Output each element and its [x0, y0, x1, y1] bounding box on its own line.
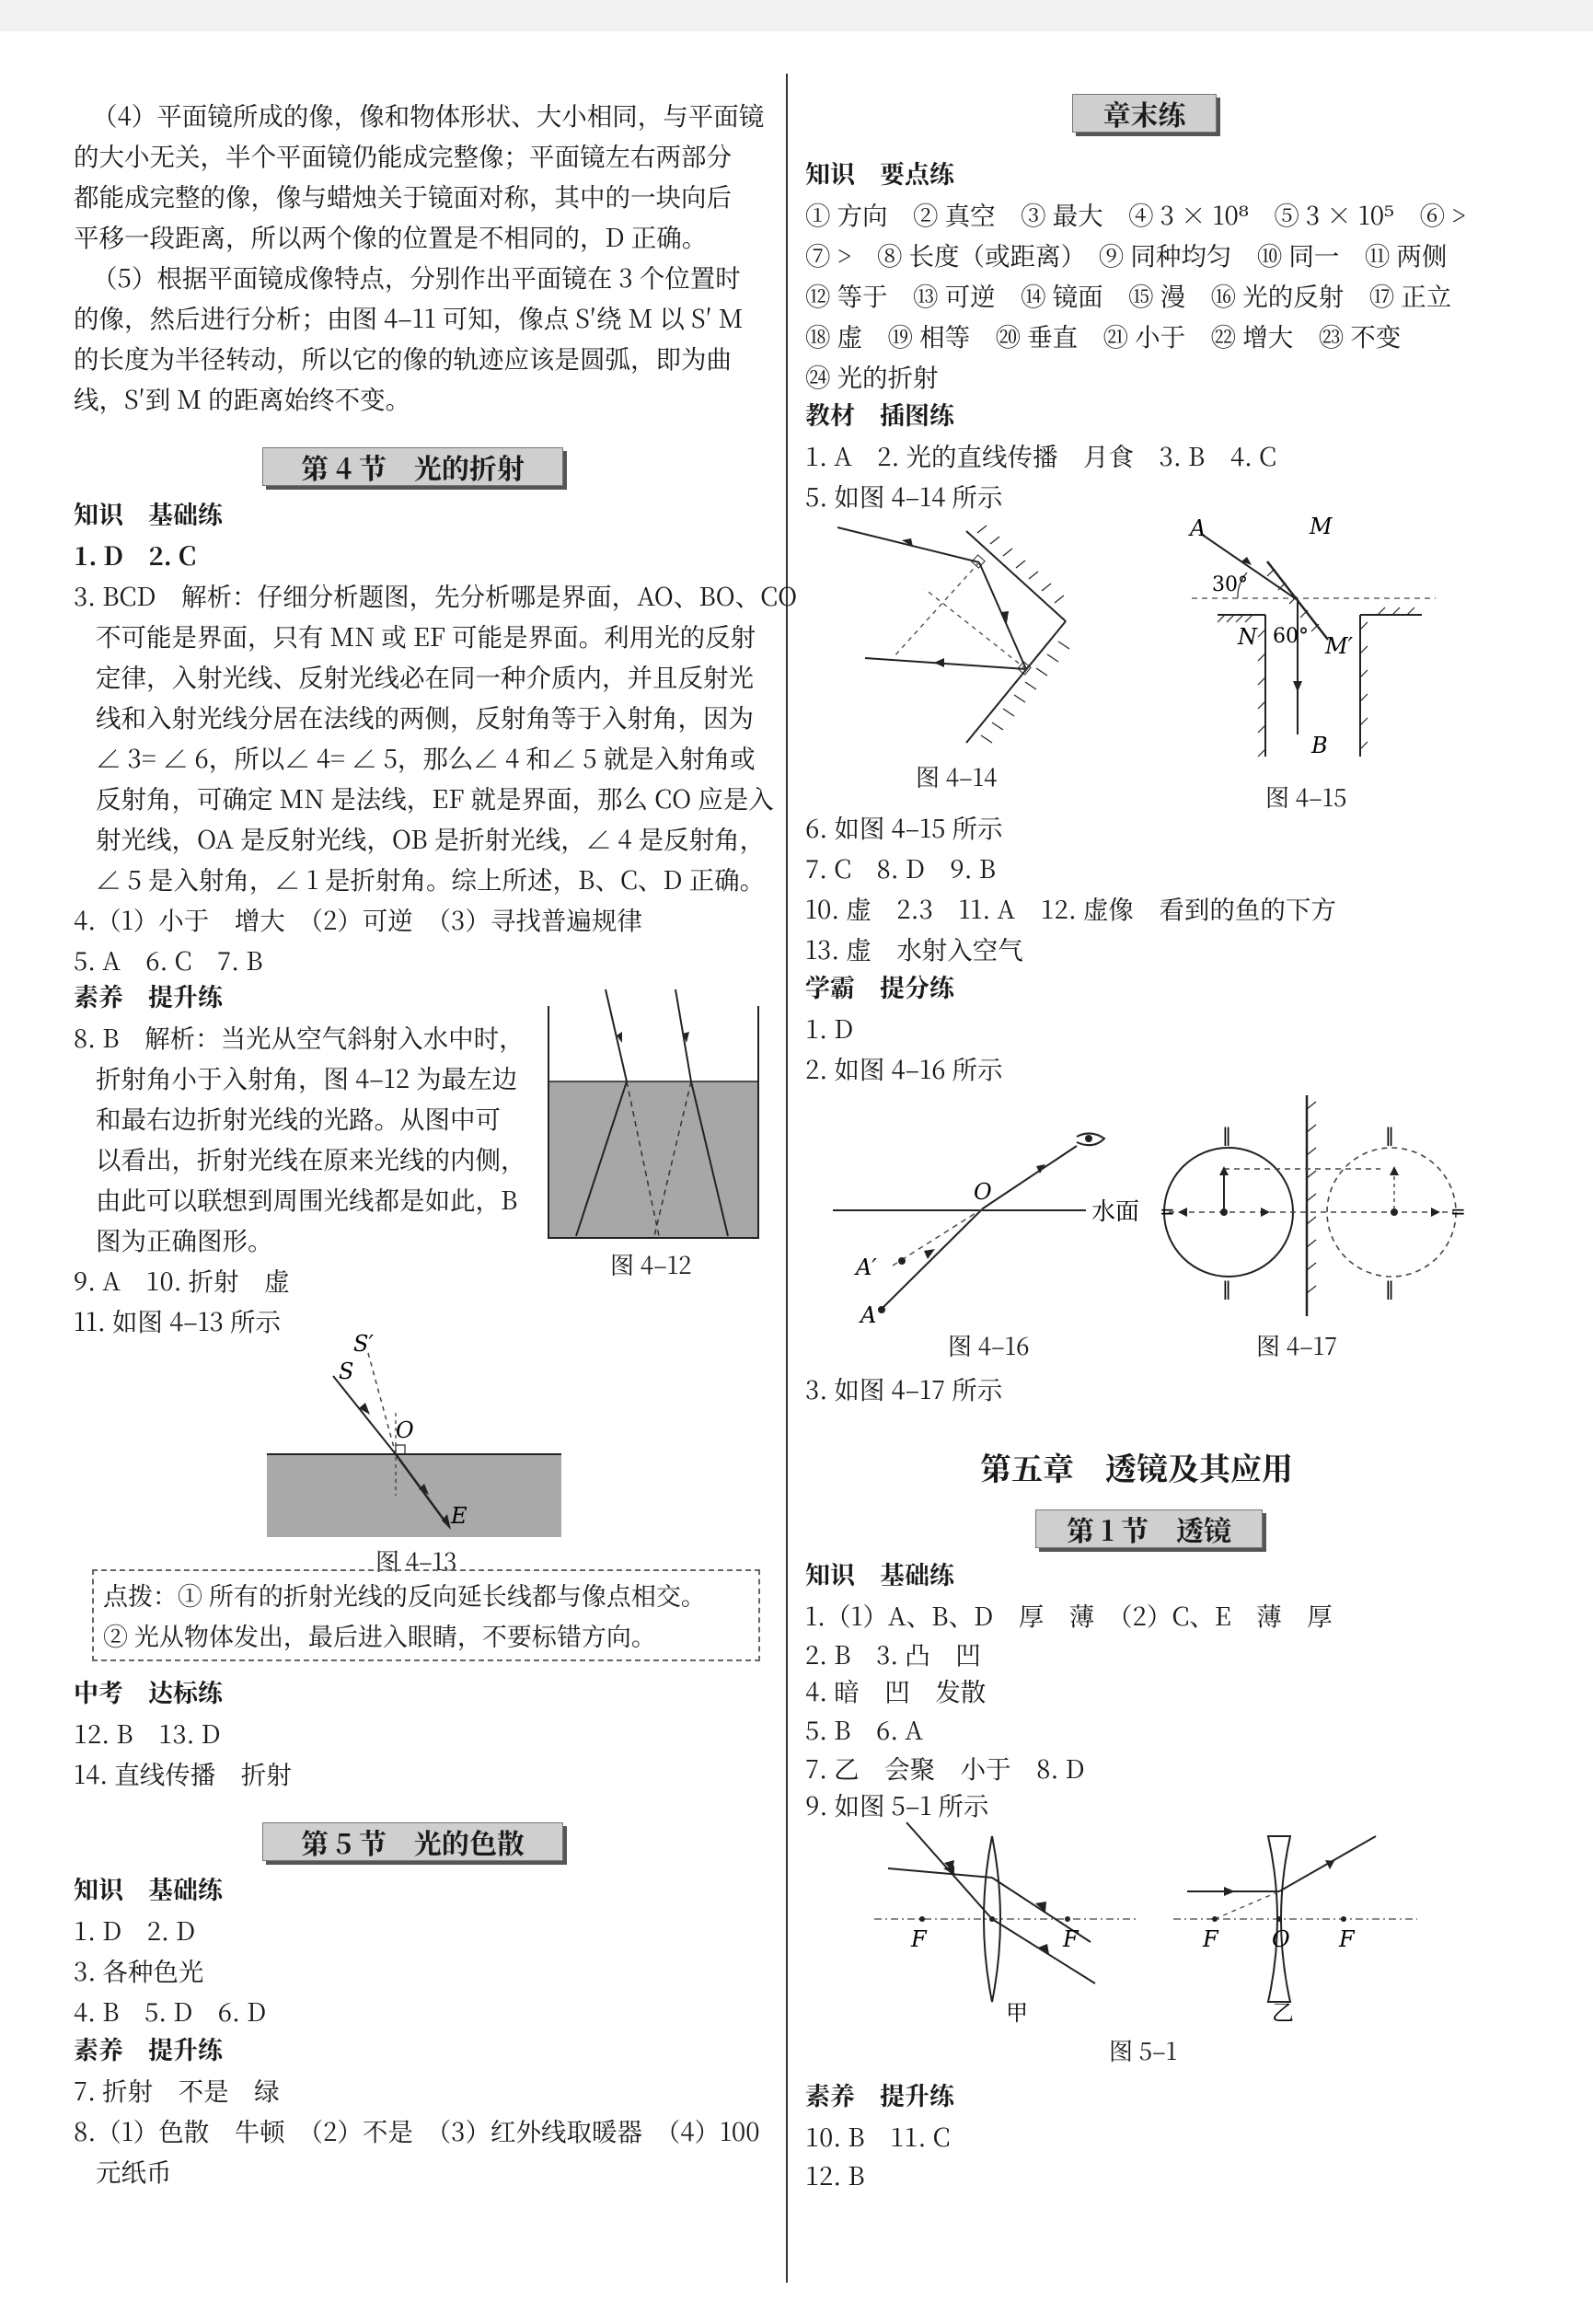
text-line: 平移一段距离，所以两个像的位置是不相同的，D 正确。	[74, 217, 708, 254]
label-m-prime: M′	[1325, 633, 1354, 659]
answer-line: 8.（1）色散 牛顿 （2）不是 （3）红外线取暖器 （4）100	[74, 2111, 760, 2148]
section-title-5: 第 5 节 光的色散	[262, 1822, 563, 1861]
figure-4-17	[1150, 1091, 1468, 1321]
answer-line: 9. 如图 5–1 所示	[805, 1786, 989, 1822]
figure-caption: 图 4–15	[1265, 780, 1347, 814]
answer-line: 13. 虚 水射入空气	[805, 930, 1023, 966]
section-title-4: 第 4 节 光的折射	[262, 447, 563, 486]
answer-line: 7. C 8. D 9. B	[805, 849, 997, 885]
figure-4-12	[548, 989, 760, 1247]
figure-5-1	[874, 1799, 1426, 2034]
answer-line: 4.（1）小于 增大 （2）可逆 （3）寻找普遍规律	[74, 900, 642, 937]
heading-jiaocai: 教材 插图练	[805, 396, 954, 432]
label-f: F	[911, 1926, 927, 1952]
figure-4-13	[267, 1325, 571, 1546]
svg-text:‖: ‖	[1222, 1124, 1231, 1146]
chapter-title: 第五章 透镜及其应用	[980, 1444, 1293, 1489]
answer-line: 1. D	[805, 1009, 854, 1046]
chapter-end-title: 章末练	[1072, 94, 1217, 133]
answer-line: 3. 如图 4–17 所示	[805, 1370, 1003, 1406]
figure-4-14	[828, 520, 1095, 764]
top-shadow-bar	[0, 0, 1593, 31]
label-yi: 乙	[1272, 1994, 1294, 2027]
answer-line: 线和入射光线分居在法线的两侧，反射角等于入射角，因为	[96, 698, 754, 734]
heading-jichu: 知识 基础练	[74, 1870, 223, 1906]
answer-line: ∠ 3= ∠ 6，所以∠ 4= ∠ 5，那么∠ 4 和∠ 5 就是入射角或	[96, 738, 756, 775]
svg-text:=: =	[1160, 1200, 1175, 1222]
answer-line: ⑱ 虚 ⑲ 相等 ⑳ 垂直 ㉑ 小于 ㉒ 增大 ㉓ 不变	[805, 317, 1402, 353]
label-angle-60: 60°	[1273, 625, 1309, 648]
text-line: （5）根据平面镜成像特点，分别作出平面镜在 3 个位置时	[92, 258, 741, 295]
label-f: F	[1203, 1926, 1218, 1952]
figure-4-15	[1173, 515, 1449, 773]
answer-line: 折射角小于入射角，图 4–12 为最左边	[96, 1058, 518, 1095]
label-n: N	[1238, 624, 1257, 650]
text-line: 都能成完整的像，像与蜡烛关于镜面对称，其中的一块向后	[74, 177, 732, 214]
svg-text:‖: ‖	[1222, 1278, 1231, 1300]
answer-line: 7. 折射 不是 绿	[74, 2071, 280, 2108]
answer-line: 4. 暗 凹 发散	[805, 1671, 987, 1708]
figure-caption: 图 4–16	[948, 1328, 1030, 1362]
heading-zhongkao: 中考 达标练	[74, 1673, 223, 1709]
heading-suyang: 素养 提升练	[74, 2030, 223, 2066]
heading-jichu: 知识 基础练	[74, 495, 223, 531]
text-line: （4）平面镜所成的像，像和物体形状、大小相同，与平面镜	[92, 96, 765, 133]
label-water-surface: 水面	[1091, 1193, 1140, 1227]
figure-caption: 图 5–1	[1109, 2033, 1178, 2067]
answer-line: 定律，入射光线、反射光线必在同一种介质内，并且反射光	[96, 657, 754, 694]
svg-text:=: =	[1450, 1200, 1466, 1222]
answer-line: 11. 如图 4–13 所示	[74, 1301, 282, 1338]
answer-line: 8. B 解析：当光从空气斜射入水中时，	[74, 1018, 525, 1055]
label-b: B	[1311, 733, 1328, 758]
answer-line: 6. 如图 4–15 所示	[805, 808, 1003, 845]
label-jia: 甲	[1006, 1994, 1028, 2027]
tip-line: ② 光从物体发出，最后进入眼睛，不要标错方向。	[103, 1617, 656, 1653]
answer-line: 1. D 2. D	[74, 1911, 196, 1948]
label-s-prime: S′	[353, 1331, 374, 1357]
answer-line: 2. B 3. 凸 凹	[805, 1635, 981, 1671]
label-a: A	[1190, 515, 1206, 541]
label-o: O	[396, 1417, 414, 1443]
label-f: F	[1339, 1926, 1355, 1952]
answer-line: ⑫ 等于 ⑬ 可逆 ⑭ 镜面 ⑮ 漫 ⑯ 光的反射 ⑰ 正立	[805, 276, 1452, 313]
answer-line: 10. 虚 2.3 11. A 12. 虚像 看到的鱼的下方	[805, 889, 1336, 926]
label-f: F	[1063, 1926, 1079, 1952]
figure-caption: 图 4–14	[916, 759, 998, 793]
answer-line: 2. 如图 4–16 所示	[805, 1049, 1003, 1086]
answer-line: 射光线，OA 是反射光线，OB 是折射光线，∠ 4 是反射角，	[96, 819, 766, 856]
heading-suyang: 素养 提升练	[805, 2076, 954, 2112]
answer-line: 9. A 10. 折射 虚	[74, 1261, 290, 1298]
answer-line: 5. B 6. A	[805, 1710, 923, 1747]
label-e: E	[451, 1503, 468, 1529]
svg-text:‖: ‖	[1385, 1124, 1394, 1146]
answer-line: 7. 乙 会聚 小于 8. D	[805, 1749, 1085, 1786]
answer-line: 1. A 2. 光的直线传播 月食 3. B 4. C	[805, 436, 1276, 473]
answer-line: 5. 如图 4–14 所示	[805, 477, 1003, 514]
label-o: O	[974, 1179, 992, 1205]
answer-line: 12. B	[805, 2156, 865, 2192]
label-angle-30: 30°	[1212, 573, 1248, 596]
answer-line: 和最右边折射光线的光路。从图中可	[96, 1099, 501, 1136]
answer-line: 12. B 13. D	[74, 1714, 221, 1751]
heading-jichu: 知识 基础练	[805, 1555, 954, 1591]
answer-line: 1. D 2. C	[74, 536, 197, 572]
figure-4-16	[828, 1127, 1141, 1330]
heading-suyang: 素养 提升练	[74, 977, 223, 1013]
answer-line: 图为正确图形。	[96, 1220, 273, 1257]
answer-line: 10. B 11. C	[805, 2117, 951, 2154]
text-line: 的像，然后进行分析；由图 4–11 可知，像点 S′绕 M 以 S′ M	[74, 298, 744, 335]
text-line: 的长度为半径转动，所以它的像的轨迹应该是圆弧，即为曲	[74, 339, 732, 376]
svg-text:‖: ‖	[1385, 1278, 1394, 1300]
tip-box	[92, 1569, 760, 1661]
answer-line: ㉔ 光的折射	[805, 357, 939, 394]
answer-line: 由此可以联想到周围光线都是如此，B	[96, 1180, 518, 1217]
answer-line: 4. B 5. D 6. D	[74, 1992, 267, 2029]
text-line: 的大小无关，半个平面镜仍能成完整像；平面镜左右两部分	[74, 136, 732, 173]
answer-line: 不可能是界面，只有 MN 或 EF 可能是界面。利用光的反射	[96, 617, 756, 653]
text-line: 线，S′到 M 的距离始终不变。	[74, 379, 411, 416]
answer-line: ① 方向 ② 真空 ③ 最大 ④ 3 × 10⁸ ⑤ 3 × 10⁵ ⑥ >	[805, 195, 1467, 232]
column-divider	[786, 74, 788, 2283]
answer-line: 3. 各种色光	[74, 1951, 204, 1988]
figure-caption: 图 4–12	[610, 1247, 692, 1281]
section-title-lens: 第 1 节 透镜	[1035, 1509, 1263, 1548]
figure-caption: 图 4–17	[1256, 1328, 1338, 1362]
answer-line: ∠ 5 是入射角，∠ 1 是折射角。综上所述，B、C、D 正确。	[96, 860, 766, 896]
label-m: M	[1310, 514, 1333, 539]
heading-yaodian: 知识 要点练	[805, 155, 954, 191]
figure-caption: 图 4–13	[375, 1544, 457, 1578]
answer-line: 以看出，折射光线在原来光线的内侧，	[96, 1139, 526, 1176]
label-o: O	[1272, 1926, 1290, 1952]
answer-line: 元纸币	[96, 2152, 172, 2189]
answer-line: 反射角，可确定 MN 是法线，EF 就是界面，那么 CO 应是入	[96, 779, 774, 815]
answer-line: 5. A 6. C 7. B	[74, 941, 263, 977]
tip-line: 点拨：① 所有的折射光线的反向延长线都与像点相交。	[103, 1577, 706, 1613]
answer-line: 1.（1）A、B、D 厚 薄 （2）C、E 薄 厚	[805, 1596, 1333, 1633]
label-s: S	[339, 1359, 354, 1384]
answer-line: 3. BCD 解析：仔细分析题图，先分析哪是界面，AO、BO、CO	[74, 576, 798, 613]
answer-line: ⑦ > ⑧ 长度（或距离） ⑨ 同种均匀 ⑩ 同一 ⑪ 两侧	[805, 236, 1448, 272]
heading-xueba: 学霸 提分练	[805, 968, 954, 1004]
answer-line: 14. 直线传播 折射	[74, 1754, 292, 1791]
label-a-prime: A′	[856, 1254, 877, 1280]
label-a: A	[860, 1302, 877, 1328]
